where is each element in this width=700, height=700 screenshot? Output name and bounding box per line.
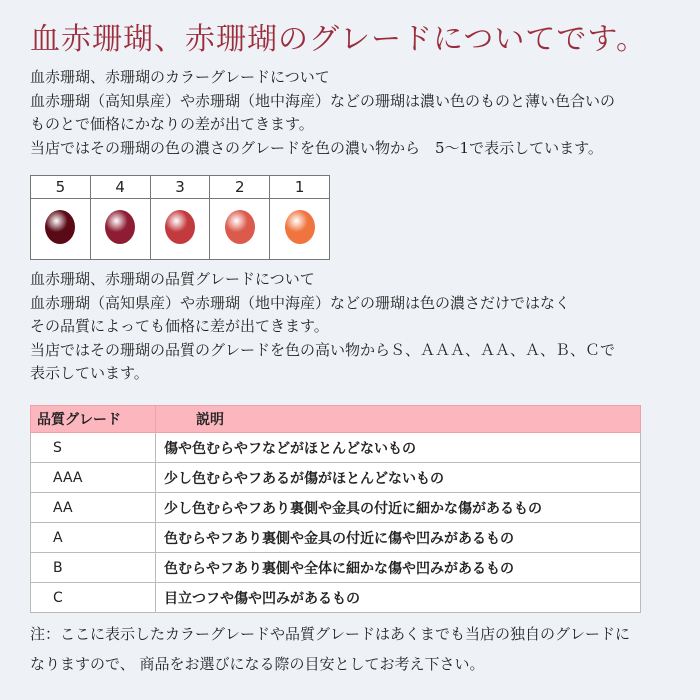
- grade-cell: AA: [31, 493, 156, 523]
- quality-table-header: [31, 406, 641, 433]
- table-row: [31, 493, 641, 523]
- color-grade-text-1: 血赤珊瑚（高知県産）や赤珊瑚（地中海産）などの珊瑚は濃い色のものと薄い色合いの: [30, 91, 616, 110]
- table-row: [31, 523, 641, 553]
- color-grade-heading: 血赤珊瑚、赤珊瑚のカラーグレードについて: [30, 68, 330, 86]
- quality-grade-table: [30, 405, 641, 613]
- description-cell: 色むらやフあり裏側や金具の付近に傷や凹みがあるもの: [156, 523, 641, 553]
- color-grade-label-5: 5: [31, 176, 91, 199]
- description-cell: 目立つフや傷や凹みがあるもの: [156, 583, 641, 613]
- color-grade-label-4: 4: [90, 176, 150, 199]
- note-line-1: 注：ここに表示したカラーグレードや品質グレードはあくまでも当店の独自のグレードに: [30, 625, 631, 643]
- grade-cell: C: [31, 583, 156, 613]
- description-cell: 少し色むらやフあるが傷がほとんどないもの: [156, 463, 641, 493]
- grade-cell: A: [31, 523, 156, 553]
- coral-swatch-2: [225, 210, 255, 244]
- description-cell: 少し色むらやフあり裏側や金具の付近に細かな傷があるもの: [156, 493, 641, 523]
- grade-cell: AAA: [31, 463, 156, 493]
- color-grade-text-2: ものとで価格にかなりの差が出てきます。: [30, 115, 314, 133]
- color-grade-label-3: 3: [150, 176, 210, 199]
- quality-col-description: 説明: [156, 406, 641, 433]
- page-title: 血赤珊瑚、赤珊瑚のグレードについてです。: [30, 22, 647, 57]
- coral-swatch-4: [105, 210, 135, 244]
- quality-col-grade: 品質グレード: [31, 406, 156, 433]
- quality-grade-text-3: 当店ではその珊瑚の品質のグレードを色の高い物からＳ、ＡＡＡ、ＡＡ、Ａ、Ｂ、Ｃで: [30, 340, 616, 359]
- table-row: [31, 433, 641, 463]
- quality-grade-heading: 血赤珊瑚、赤珊瑚の品質グレードについて: [30, 270, 315, 288]
- coral-swatch-5: [45, 210, 75, 244]
- note-line-2: なりますので、 商品をお選びになる際の目安としてお考え下さい。: [30, 655, 485, 673]
- coral-swatch-1: [285, 210, 315, 244]
- grade-cell: S: [31, 433, 156, 463]
- quality-grade-text-2: その品質によっても価格に差が出てきます。: [30, 317, 329, 335]
- grade-cell: B: [31, 553, 156, 583]
- coral-swatch-3: [165, 210, 195, 244]
- table-row: [31, 463, 641, 493]
- color-grade-intro: [30, 66, 615, 160]
- color-grade-label-2: 2: [210, 176, 270, 199]
- color-grade-text-3: 当店ではその珊瑚の色の濃さのグレードを色の濃い物から 5～1で表示しています。: [30, 138, 603, 157]
- color-grade-label-1: 1: [270, 176, 330, 199]
- table-row: [31, 553, 641, 583]
- disclaimer-note: [30, 619, 630, 679]
- description-cell: 傷や色むらやフなどがほとんどないもの: [156, 433, 641, 463]
- description-cell: 色むらやフあり裏側や全体に細かな傷や凹みがあるもの: [156, 553, 641, 583]
- color-grade-table: [30, 175, 330, 260]
- table-row: [31, 583, 641, 613]
- quality-grade-intro: [30, 268, 615, 386]
- quality-grade-text-1: 血赤珊瑚（高知県産）や赤珊瑚（地中海産）などの珊瑚は色の濃さだけではなく: [30, 293, 571, 312]
- quality-grade-text-4: 表示しています。: [30, 364, 149, 382]
